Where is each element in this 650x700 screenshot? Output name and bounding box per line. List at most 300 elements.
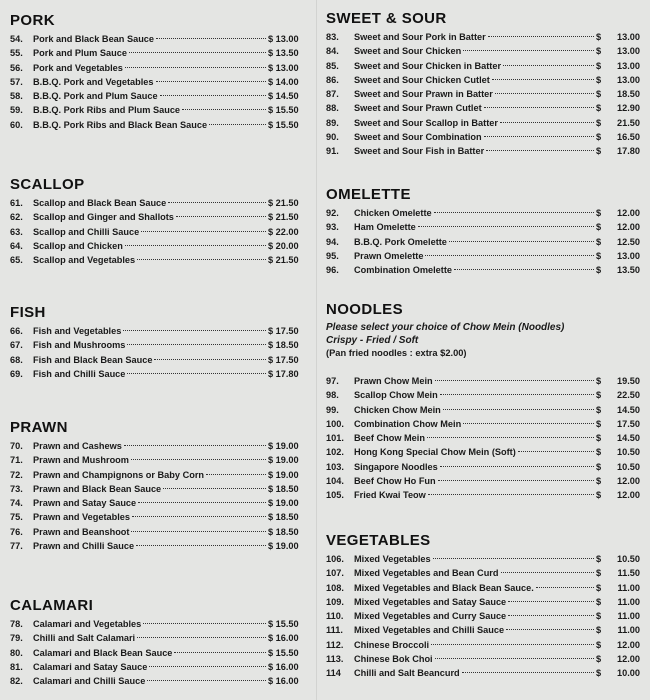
price-amount: 17.50 bbox=[617, 418, 640, 429]
item-name: Mixed Vegetables and Black Bean Sauce. bbox=[354, 582, 534, 593]
menu-item bbox=[0, 46, 306, 60]
dot-leader bbox=[440, 394, 594, 395]
menu-item bbox=[0, 239, 306, 253]
price-amount: 18.50 bbox=[617, 89, 640, 100]
currency-symbol: $ bbox=[596, 74, 602, 85]
price-amount: 10.50 bbox=[617, 447, 640, 458]
item-name: Chilli and Salt Beancurd bbox=[354, 668, 460, 679]
item-name: Scallop and Vegetables bbox=[33, 255, 136, 266]
item-number: 76. bbox=[10, 526, 23, 537]
menu-item bbox=[320, 30, 640, 44]
item-name: Pork and Black Bean Sauce bbox=[33, 34, 155, 44]
item-price bbox=[596, 623, 640, 637]
menu-item bbox=[320, 609, 640, 623]
item-price bbox=[596, 249, 640, 263]
item-name: Combination Chow Mein bbox=[354, 418, 462, 429]
item-price: $ 15.50 bbox=[268, 619, 299, 629]
dot-leader bbox=[137, 637, 266, 638]
currency-symbol: $ bbox=[596, 668, 602, 679]
dot-leader bbox=[174, 652, 266, 653]
item-price bbox=[596, 431, 640, 445]
item-number: 58. bbox=[10, 91, 23, 102]
item-price: $ 17.50 bbox=[268, 354, 299, 365]
section-title: PRAWN bbox=[10, 419, 68, 436]
item-number: 68. bbox=[10, 354, 23, 365]
item-price: $ 21.50 bbox=[268, 212, 299, 223]
price-amount: 11.00 bbox=[617, 625, 640, 636]
item-number: 111. bbox=[326, 625, 343, 636]
dot-leader bbox=[428, 494, 594, 495]
dot-leader bbox=[435, 658, 594, 659]
dot-leader bbox=[168, 202, 266, 203]
dot-leader bbox=[160, 95, 266, 96]
dot-leader bbox=[443, 409, 594, 410]
item-number: 95. bbox=[326, 250, 339, 261]
item-name: Calamari and Chilli Sauce bbox=[33, 676, 146, 687]
item-number: 69. bbox=[10, 368, 23, 379]
menu-item bbox=[0, 353, 306, 367]
currency-symbol: $ bbox=[596, 89, 602, 100]
item-price: $ 18.50 bbox=[268, 512, 299, 523]
dot-leader bbox=[129, 52, 266, 53]
price-amount: 12.00 bbox=[617, 476, 640, 487]
item-name: Mixed Vegetables and Chilli Sauce bbox=[354, 625, 505, 636]
item-price bbox=[596, 581, 640, 595]
dot-leader bbox=[124, 445, 266, 446]
item-name: Chicken Chow Mein bbox=[354, 404, 441, 415]
item-price bbox=[596, 488, 640, 502]
item-number: 98. bbox=[326, 390, 339, 401]
currency-symbol: $ bbox=[596, 32, 602, 42]
currency-symbol: $ bbox=[596, 568, 602, 579]
dot-leader bbox=[486, 150, 594, 151]
section-sweet-and-sour bbox=[320, 10, 648, 159]
currency-symbol: $ bbox=[596, 390, 602, 401]
menu-item bbox=[320, 44, 640, 58]
section-scallop bbox=[0, 176, 312, 267]
section-title: FISH bbox=[10, 304, 46, 321]
menu-item bbox=[0, 510, 306, 524]
dot-leader bbox=[518, 451, 594, 452]
menu-item bbox=[320, 474, 640, 488]
item-price: $ 21.50 bbox=[268, 198, 299, 208]
item-price: $ 19.00 bbox=[268, 455, 299, 466]
menu-item bbox=[0, 118, 306, 132]
dot-leader bbox=[149, 666, 266, 667]
price-amount: 11.50 bbox=[617, 568, 640, 579]
price-amount: 12.00 bbox=[617, 654, 640, 665]
item-number: 80. bbox=[10, 647, 23, 658]
item-price bbox=[596, 566, 640, 580]
price-amount: 11.00 bbox=[617, 596, 640, 607]
dot-leader bbox=[484, 107, 594, 108]
item-number: 79. bbox=[10, 633, 23, 644]
dot-leader bbox=[156, 81, 267, 82]
currency-symbol: $ bbox=[596, 146, 602, 157]
item-name: Sweet and Sour Fish in Batter bbox=[354, 146, 485, 157]
item-name: Calamari and Satay Sauce bbox=[33, 661, 148, 672]
item-number: 59. bbox=[10, 105, 23, 116]
menu-item bbox=[320, 445, 640, 459]
menu-item bbox=[320, 130, 640, 144]
price-amount: 10.50 bbox=[617, 554, 640, 564]
menu-item bbox=[0, 32, 306, 46]
dot-leader bbox=[127, 373, 266, 374]
item-name: Prawn and Mushroom bbox=[33, 455, 129, 466]
currency-symbol: $ bbox=[596, 418, 602, 429]
menu-item bbox=[320, 388, 640, 402]
item-name: Scallop and Black Bean Sauce bbox=[33, 198, 167, 208]
item-name: Fish and Chilli Sauce bbox=[33, 368, 126, 379]
item-number: 78. bbox=[10, 619, 23, 629]
currency-symbol: $ bbox=[596, 611, 602, 622]
menu-item bbox=[320, 581, 640, 595]
item-number: 107. bbox=[326, 568, 344, 579]
item-price bbox=[596, 206, 640, 220]
item-name: B.B.Q. Pork and Plum Sauce bbox=[33, 91, 158, 102]
menu-item bbox=[0, 617, 306, 631]
item-number: 81. bbox=[10, 661, 23, 672]
dot-leader bbox=[462, 672, 594, 673]
item-number: 85. bbox=[326, 60, 339, 71]
item-number: 89. bbox=[326, 117, 339, 128]
item-name: Sweet and Sour Chicken bbox=[354, 46, 462, 57]
currency-symbol: $ bbox=[596, 596, 602, 607]
dot-leader bbox=[433, 558, 594, 559]
dot-leader bbox=[440, 466, 594, 467]
dot-leader bbox=[508, 601, 594, 602]
dot-leader bbox=[501, 572, 595, 573]
item-name: Chinese Broccoli bbox=[354, 639, 430, 650]
dot-leader bbox=[123, 330, 266, 331]
menu-item bbox=[0, 496, 306, 510]
item-name: Ham Omelette bbox=[354, 222, 416, 233]
currency-symbol: $ bbox=[596, 250, 602, 261]
section-title: SCALLOP bbox=[10, 176, 85, 193]
item-price: $ 17.80 bbox=[268, 368, 299, 379]
section-pork bbox=[0, 12, 312, 132]
currency-symbol: $ bbox=[596, 639, 602, 650]
item-number: 104. bbox=[326, 476, 344, 487]
dot-leader bbox=[125, 67, 266, 68]
item-price bbox=[596, 609, 640, 623]
item-number: 62. bbox=[10, 212, 23, 223]
menu-item bbox=[320, 73, 640, 87]
item-name: Mixed Vegetables and Bean Curd bbox=[354, 568, 499, 579]
item-number: 108. bbox=[326, 582, 344, 593]
item-price bbox=[596, 130, 640, 144]
menu-item bbox=[0, 660, 306, 674]
item-name: Chilli and Salt Calamari bbox=[33, 633, 136, 644]
menu-item bbox=[0, 453, 306, 467]
item-number: 74. bbox=[10, 498, 23, 509]
section-calamari bbox=[0, 597, 312, 688]
item-price bbox=[596, 263, 640, 277]
menu-item bbox=[0, 482, 306, 496]
item-name: Prawn and Satay Sauce bbox=[33, 498, 137, 509]
menu-item bbox=[320, 374, 640, 388]
item-price: $ 18.50 bbox=[268, 483, 299, 494]
price-amount: 12.00 bbox=[617, 208, 640, 218]
currency-symbol: $ bbox=[596, 46, 602, 57]
item-name: Prawn Omelette bbox=[354, 250, 424, 261]
item-price: $ 13.50 bbox=[268, 48, 299, 59]
item-price: $ 15.50 bbox=[268, 119, 299, 130]
item-number: 87. bbox=[326, 89, 339, 100]
column-divider bbox=[316, 0, 317, 700]
menu-item bbox=[0, 253, 306, 267]
item-name: Beef Chow Mein bbox=[354, 433, 425, 444]
menu-item bbox=[320, 552, 640, 566]
menu-item bbox=[320, 206, 640, 220]
item-name: Prawn and Vegetables bbox=[33, 512, 131, 523]
item-number: 57. bbox=[10, 76, 23, 87]
item-price bbox=[596, 474, 640, 488]
currency-symbol: $ bbox=[596, 132, 602, 143]
dot-leader bbox=[132, 516, 266, 517]
item-number: 91. bbox=[326, 146, 339, 157]
currency-symbol: $ bbox=[596, 433, 602, 444]
item-number: 56. bbox=[10, 62, 23, 73]
item-price bbox=[596, 44, 640, 58]
item-number: 96. bbox=[326, 265, 339, 276]
item-name: Sweet and Sour Chicken Cutlet bbox=[354, 74, 490, 85]
price-amount: 14.50 bbox=[617, 404, 640, 415]
item-name: Prawn and Black Bean Sauce bbox=[33, 483, 162, 494]
item-name: Mixed Vegetables bbox=[354, 554, 431, 564]
item-name: Scallop and Chicken bbox=[33, 240, 123, 251]
item-name: Beef Chow Ho Fun bbox=[354, 476, 436, 487]
item-number: 101. bbox=[326, 433, 344, 444]
item-name: Calamari and Vegetables bbox=[33, 619, 142, 629]
menu-item bbox=[320, 417, 640, 431]
section-title: NOODLES bbox=[326, 301, 403, 318]
item-number: 72. bbox=[10, 469, 23, 480]
item-price: $ 14.00 bbox=[268, 76, 299, 87]
noodles-choice: Crispy - Fried / Soft bbox=[326, 335, 419, 346]
section-title: OMELETTE bbox=[326, 186, 411, 203]
item-name: Fried Kwai Teow bbox=[354, 490, 426, 501]
item-price: $ 19.00 bbox=[268, 469, 299, 480]
menu-item bbox=[320, 652, 640, 666]
menu-item bbox=[320, 87, 640, 101]
menu-item bbox=[320, 566, 640, 580]
item-name: Scallop and Chilli Sauce bbox=[33, 226, 140, 237]
item-number: 105. bbox=[326, 490, 344, 501]
dot-leader bbox=[503, 65, 594, 66]
item-name: Fish and Mushrooms bbox=[33, 340, 126, 351]
dot-leader bbox=[147, 680, 266, 681]
item-number: 92. bbox=[326, 208, 339, 218]
item-price bbox=[596, 101, 640, 115]
price-amount: 13.00 bbox=[617, 46, 640, 57]
menu-item bbox=[320, 595, 640, 609]
item-price: $ 18.50 bbox=[268, 340, 299, 351]
item-name: Prawn Chow Mein bbox=[354, 376, 433, 386]
section-title: VEGETABLES bbox=[326, 532, 431, 549]
price-amount: 13.00 bbox=[617, 60, 640, 71]
item-price: $ 21.50 bbox=[268, 255, 299, 266]
item-price bbox=[596, 144, 640, 158]
item-name: B.B.Q. Pork and Vegetables bbox=[33, 76, 154, 87]
item-price: $ 18.50 bbox=[268, 526, 299, 537]
item-name: Pork and Plum Sauce bbox=[33, 48, 127, 59]
currency-symbol: $ bbox=[596, 490, 602, 501]
dot-leader bbox=[127, 344, 266, 345]
item-number: 99. bbox=[326, 404, 339, 415]
currency-symbol: $ bbox=[596, 582, 602, 593]
item-name: Sweet and Sour Pork in Batter bbox=[354, 32, 486, 42]
dot-leader bbox=[463, 50, 594, 51]
item-number: 94. bbox=[326, 236, 339, 247]
item-price: $ 15.50 bbox=[268, 647, 299, 658]
item-number: 93. bbox=[326, 222, 339, 233]
item-name: Sweet and Sour Prawn Cutlet bbox=[354, 103, 482, 114]
dot-leader bbox=[484, 136, 594, 137]
menu-item bbox=[0, 367, 306, 381]
item-name: Sweet and Sour Combination bbox=[354, 132, 482, 143]
item-number: 106. bbox=[326, 554, 344, 564]
item-number: 114 bbox=[326, 668, 341, 679]
price-amount: 12.00 bbox=[617, 639, 640, 650]
menu-item bbox=[320, 623, 640, 637]
item-price: $ 17.50 bbox=[268, 326, 299, 336]
item-name: Singapore Noodles bbox=[354, 461, 438, 472]
item-name: Mixed Vegetables and Satay Sauce bbox=[354, 596, 507, 607]
item-price bbox=[596, 235, 640, 249]
dot-leader bbox=[454, 269, 594, 270]
item-price: $ 13.00 bbox=[268, 34, 299, 44]
item-number: 67. bbox=[10, 340, 23, 351]
dot-leader bbox=[438, 480, 594, 481]
dot-leader bbox=[125, 245, 266, 246]
dot-leader bbox=[131, 459, 266, 460]
price-amount: 13.50 bbox=[617, 265, 640, 276]
menu-item bbox=[320, 460, 640, 474]
item-price bbox=[596, 666, 640, 680]
item-price bbox=[596, 374, 640, 388]
price-amount: 10.00 bbox=[617, 668, 640, 679]
dot-leader bbox=[506, 629, 594, 630]
dot-leader bbox=[141, 231, 266, 232]
menu-item bbox=[0, 196, 306, 210]
menu-item bbox=[320, 403, 640, 417]
dot-leader bbox=[156, 38, 266, 39]
dot-leader bbox=[131, 531, 266, 532]
item-name: Prawn and Cashews bbox=[33, 441, 122, 451]
dot-leader bbox=[138, 502, 266, 503]
section-title: PORK bbox=[10, 12, 55, 29]
item-name: Chinese Bok Choi bbox=[354, 654, 433, 665]
menu-item bbox=[320, 235, 640, 249]
menu-item bbox=[320, 101, 640, 115]
item-name: B.B.Q. Pork Omelette bbox=[354, 236, 447, 247]
item-price: $ 16.00 bbox=[268, 633, 299, 644]
item-name: B.B.Q. Pork Ribs and Black Bean Sauce bbox=[33, 119, 208, 130]
item-number: 65. bbox=[10, 255, 23, 266]
price-amount: 12.00 bbox=[617, 222, 640, 233]
dot-leader bbox=[434, 212, 594, 213]
price-amount: 13.00 bbox=[617, 250, 640, 261]
item-price: $ 22.00 bbox=[268, 226, 299, 237]
menu-item bbox=[0, 439, 306, 453]
currency-symbol: $ bbox=[596, 654, 602, 665]
item-number: 90. bbox=[326, 132, 339, 143]
dot-leader bbox=[431, 644, 594, 645]
item-name: Scallop Chow Mein bbox=[354, 390, 438, 401]
section-omelette bbox=[320, 186, 648, 277]
dot-leader bbox=[488, 36, 594, 37]
item-price bbox=[596, 595, 640, 609]
dot-leader bbox=[492, 79, 594, 80]
section-vegetables bbox=[320, 532, 648, 681]
menu-item bbox=[0, 468, 306, 482]
dot-leader bbox=[182, 109, 266, 110]
item-price: $ 20.00 bbox=[268, 240, 299, 251]
item-number: 75. bbox=[10, 512, 23, 523]
menu-item bbox=[0, 539, 306, 553]
item-price bbox=[596, 87, 640, 101]
item-name: Prawn and Chilli Sauce bbox=[33, 541, 135, 552]
menu-item bbox=[320, 488, 640, 502]
menu-item bbox=[320, 249, 640, 263]
noodles-note: Please select your choice of Chow Mein (Noodles) bbox=[326, 322, 565, 333]
item-number: 109. bbox=[326, 596, 344, 607]
item-number: 82. bbox=[10, 676, 23, 687]
dot-leader bbox=[143, 623, 266, 624]
dot-leader bbox=[463, 423, 594, 424]
item-name: Sweet and Sour Scallop in Batter bbox=[354, 117, 498, 128]
dot-leader bbox=[508, 615, 594, 616]
item-number: 100. bbox=[326, 418, 344, 429]
item-price bbox=[596, 403, 640, 417]
currency-symbol: $ bbox=[596, 222, 602, 233]
currency-symbol: $ bbox=[596, 625, 602, 636]
menu-item bbox=[320, 116, 640, 130]
menu-item bbox=[0, 525, 306, 539]
price-amount: 13.00 bbox=[617, 32, 640, 42]
dot-leader bbox=[176, 216, 266, 217]
item-name: Prawn and Champignons or Baby Corn bbox=[33, 469, 205, 480]
price-amount: 13.00 bbox=[617, 74, 640, 85]
menu-item bbox=[0, 89, 306, 103]
dot-leader bbox=[449, 241, 594, 242]
currency-symbol: $ bbox=[596, 447, 602, 458]
price-amount: 12.50 bbox=[617, 236, 640, 247]
dot-leader bbox=[209, 124, 266, 125]
menu-item bbox=[0, 75, 306, 89]
currency-symbol: $ bbox=[596, 117, 602, 128]
item-price bbox=[596, 652, 640, 666]
item-name: Fish and Vegetables bbox=[33, 326, 122, 336]
item-number: 73. bbox=[10, 483, 23, 494]
price-amount: 19.50 bbox=[617, 376, 640, 386]
item-price bbox=[596, 417, 640, 431]
menu-item bbox=[0, 324, 306, 338]
currency-symbol: $ bbox=[596, 265, 602, 276]
item-number: 63. bbox=[10, 226, 23, 237]
menu-item bbox=[0, 674, 306, 688]
item-number: 70. bbox=[10, 441, 23, 451]
item-price: $ 19.00 bbox=[268, 441, 299, 451]
currency-symbol: $ bbox=[596, 476, 602, 487]
item-price bbox=[596, 445, 640, 459]
currency-symbol: $ bbox=[596, 208, 602, 218]
item-number: 77. bbox=[10, 541, 23, 552]
item-price: $ 19.00 bbox=[268, 498, 299, 509]
item-price bbox=[596, 73, 640, 87]
item-number: 71. bbox=[10, 455, 23, 466]
